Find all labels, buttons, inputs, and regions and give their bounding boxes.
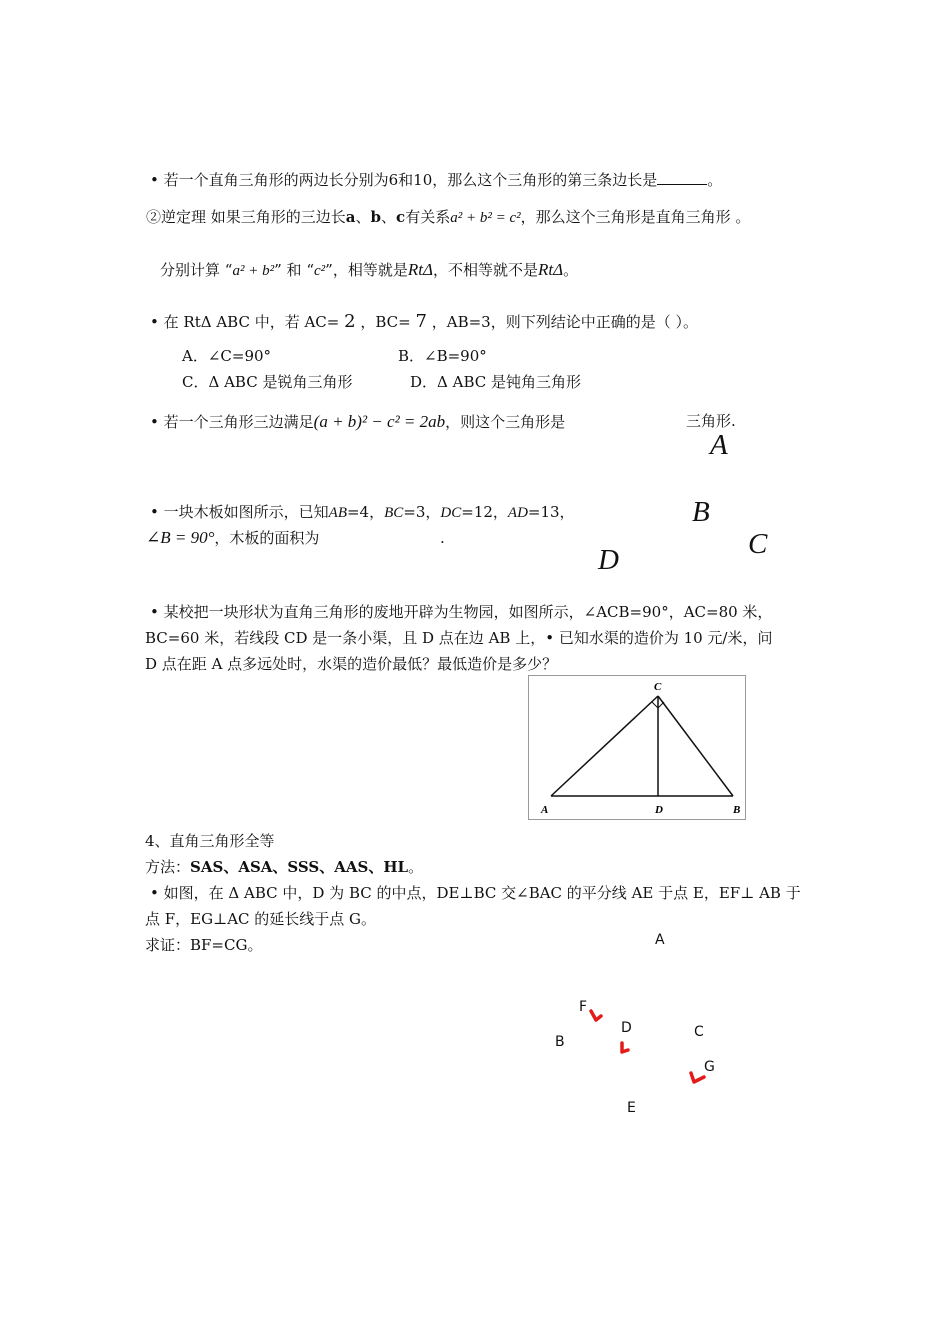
section-4-title: 4、直角三角形全等 bbox=[145, 832, 275, 850]
vertex-b-label: B bbox=[733, 804, 741, 816]
side-ac bbox=[551, 696, 658, 796]
pythagorean-formula: a² + b² = c² bbox=[450, 210, 521, 226]
question-4: • 一块木板如图所示，已知AB=4，BC=3，DC=12，AD=13， bbox=[150, 503, 575, 521]
mark-at-g bbox=[691, 1073, 704, 1082]
fig2-label-a: A bbox=[655, 932, 665, 948]
option-d: D．Δ ABC 是钝角三角形 bbox=[410, 373, 582, 391]
question-5-line1: • 某校把一块形状为直角三角形的废地开辟为生物园，如图所示，∠ACB=90°，AC=80 米， bbox=[150, 603, 773, 621]
mark-at-f bbox=[591, 1011, 601, 1020]
question-1: • 若一个直角三角形的两边长分别为6和10，那么这个三角形的第三条边长是 。 bbox=[150, 171, 723, 189]
vertex-c-label: C bbox=[654, 681, 662, 693]
triangle-diagram bbox=[529, 676, 745, 819]
option-c: C．Δ ABC 是锐角三角形 bbox=[182, 373, 353, 391]
option-b: B．∠B=90° bbox=[398, 347, 487, 365]
question-3: • 若一个三角形三边满足(a + b)² − c² = 2ab，则这个三角形是 bbox=[150, 412, 566, 431]
board-label-b: B bbox=[692, 496, 710, 528]
side-bc bbox=[658, 696, 733, 796]
triangle-figure bbox=[528, 675, 746, 820]
bullet: • bbox=[150, 171, 159, 189]
question-2: • 在 RtΔ ABC 中，若 AC= 2 ，BC= 7 ，AB=3，则下列结论中正确的是（ ）。 bbox=[150, 311, 698, 332]
answer-blank bbox=[657, 172, 707, 185]
fig2-label-b: B bbox=[555, 1034, 565, 1050]
question-5-line3: D 点在距 A 点多远处时，水渠的造价最低？最低造价是多少？ bbox=[145, 655, 558, 673]
fig2-label-d: D bbox=[621, 1020, 632, 1036]
fig2-label-g: G bbox=[704, 1059, 715, 1075]
fig2-label-e: E bbox=[627, 1100, 636, 1116]
method-line: 分别计算 “a² + b²” 和 “c²”，相等就是RtΔ，不相等就不是RtΔ。 bbox=[160, 260, 579, 279]
board-label-c: C bbox=[748, 528, 768, 560]
question-1-text: 若一个直角三角形的两边长分别为6和10，那么这个三角形的第三条边长是 bbox=[163, 171, 658, 189]
vertex-d-label: D bbox=[655, 804, 663, 816]
board-label-a: A bbox=[710, 429, 728, 461]
mark-at-d bbox=[622, 1043, 628, 1052]
section-4-problem-line2: 点 F，EG⊥AC 的延长线于点 G。 bbox=[145, 910, 377, 928]
question-4-dot: . bbox=[440, 529, 445, 547]
section-4-problem-line1: • 如图，在 Δ ABC 中，D 为 BC 的中点，DE⊥BC 交∠BAC 的平分线 AE 于点 E，EF⊥ AB 于 bbox=[150, 884, 801, 902]
converse-theorem: ②逆定理 如果三角形的三边长a、b、c有关系a² + b² = c²，那么这个三角形是直角三角形 。 bbox=[146, 208, 751, 226]
option-a: A．∠C=90° bbox=[182, 347, 272, 365]
section-4-prove: 求证：BF=CG。 bbox=[145, 936, 263, 954]
vertex-a-label: A bbox=[541, 804, 549, 816]
question-3-tail: 三角形. bbox=[686, 412, 736, 430]
fig2-label-f: F bbox=[579, 999, 588, 1015]
question-5-line2: BC=60 米，若线段 CD 是一条小渠，且 D 点在边 AB 上，• 已知水渠的造价为 10 元/米，问 bbox=[145, 629, 773, 647]
board-label-d: D bbox=[598, 544, 619, 576]
question-4-line2: ∠B = 90°，木板的面积为 bbox=[146, 528, 320, 547]
section-4-methods: 方法：SAS、ASA、SSS、AAS、HL。 bbox=[145, 858, 424, 876]
fig2-label-c: C bbox=[694, 1024, 704, 1040]
